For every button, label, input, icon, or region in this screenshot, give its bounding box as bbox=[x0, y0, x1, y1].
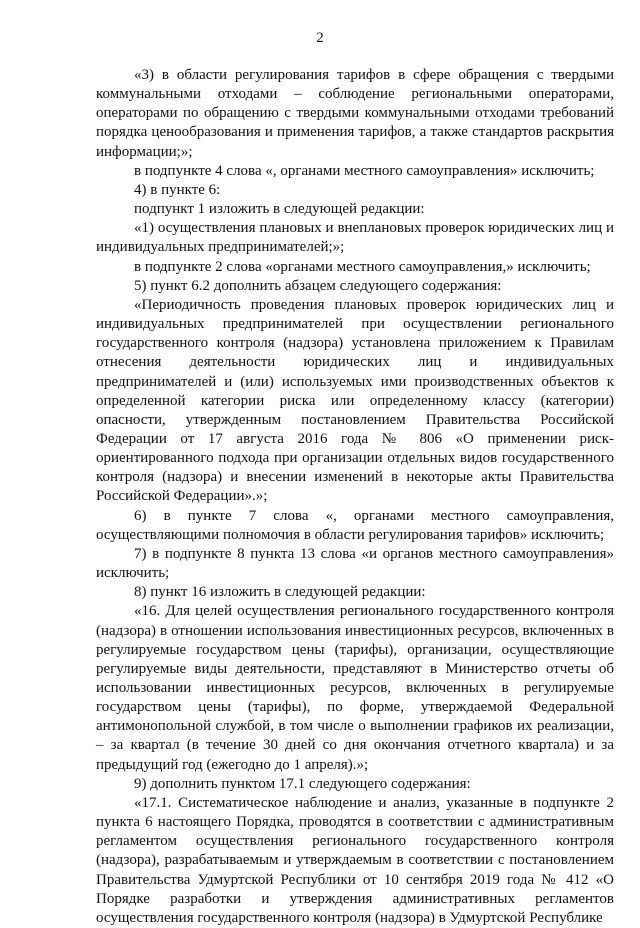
paragraph-point-17-1: «17.1. Систематическое наблюдение и анализ, указанные в подпункте 2 пункта 6 настоящего Порядка, проводятся в соответствии с административным регламентом осуществления регионального государственного контроля (надзора), разрабатываемым и утверждаемым в соответствии с постановлением Правительства Удмуртской Республики от 10 сентября 2019 года № 412 «О Порядке разработки и утверждения административных регламентов осуществления государственного контроля (надзора) в Удмуртской Республике bbox=[96, 794, 614, 926]
paragraph-item-7: 7) в подпункте 8 пункта 13 слова «и органов местного самоуправления» исключить; bbox=[96, 545, 614, 582]
paragraph-item-6: 6) в пункте 7 слова «, органами местного самоуправления, осуществляющими полномочия в области регулирования тарифов» исключить; bbox=[96, 507, 614, 543]
paragraph-subpoint-3-tariffs: «3) в области регулирования тарифов в сфере обращения с твердыми коммунальными отходами – соблюдение региональными операторами, операторами по обращению с твердыми коммунальными отходами требований порядка ценообразования и применения тарифов, а также стандартов раскрытия информации;»; bbox=[96, 67, 614, 160]
paragraph-subpoint-4-exclusion: в подпункте 4 слова «, органами местного самоуправления» исключить; bbox=[134, 162, 595, 179]
page-number: 2 bbox=[316, 30, 324, 46]
paragraph-subpoint-1-intro: подпункт 1 изложить в следующей редакции: bbox=[134, 201, 425, 218]
paragraph-point-16: «16. Для целей осуществления регионального государственного контроля (надзора) в отношении использования инвестиционных ресурсов, включенных в регулируемые государством цены (тарифы), организации, осуществляющие регулируемые виды деятельности, представляют в Министерство отчеты об использовании инвестиционных ресурсов, включенных в регулируемые государством цены (тарифы), по форме, утверждаемой Федеральной антимонопольной службой, в том числе о выполнении графиков их реализации, – за квартал (в течение 30 дней со дня окончания отчетного квартала) и за предыдущий год (ежегодно до 1 апреля).»; bbox=[96, 603, 614, 773]
paragraph-subpoint-1-text: «1) осуществления плановых и внеплановых проверок юридических лиц и индивидуальных предпринимателей;»; bbox=[96, 220, 614, 256]
document-body bbox=[96, 66, 614, 928]
paragraph-inspection-frequency: «Периодичность проведения плановых проверок юридических лиц и индивидуальных предпринимателей при осуществлении регионального государственного контроля (надзора) установлена приложением к Правилам отнесения деятельности юридических лиц и индивидуальных предпринимателей и (или) используемых ими производственных объектов к определенной категории риска или определенному классу (категории) опасности, утвержденным постановлением Правительства Российской Федерации от 17 августа 2016 года № 806 «О применении риск-ориентированного подхода при организации отдельных видов государственного контроля (надзора) и внесении изменений в некоторые акты Правительства Российской Федерации».»; bbox=[96, 296, 614, 505]
paragraph-item-8-heading: 8) пункт 16 изложить в следующей редакции: bbox=[134, 584, 426, 601]
paragraph-item-4-heading: 4) в пункте 6: bbox=[134, 181, 221, 198]
paragraph-item-9-heading: 9) дополнить пунктом 17.1 следующего содержания: bbox=[134, 775, 471, 792]
paragraph-subpoint-2-exclusion: в подпункте 2 слова «органами местного самоуправления,» исключить; bbox=[134, 258, 591, 275]
paragraph-item-5-heading: 5) пункт 6.2 дополнить абзацем следующего содержания: bbox=[134, 277, 502, 294]
